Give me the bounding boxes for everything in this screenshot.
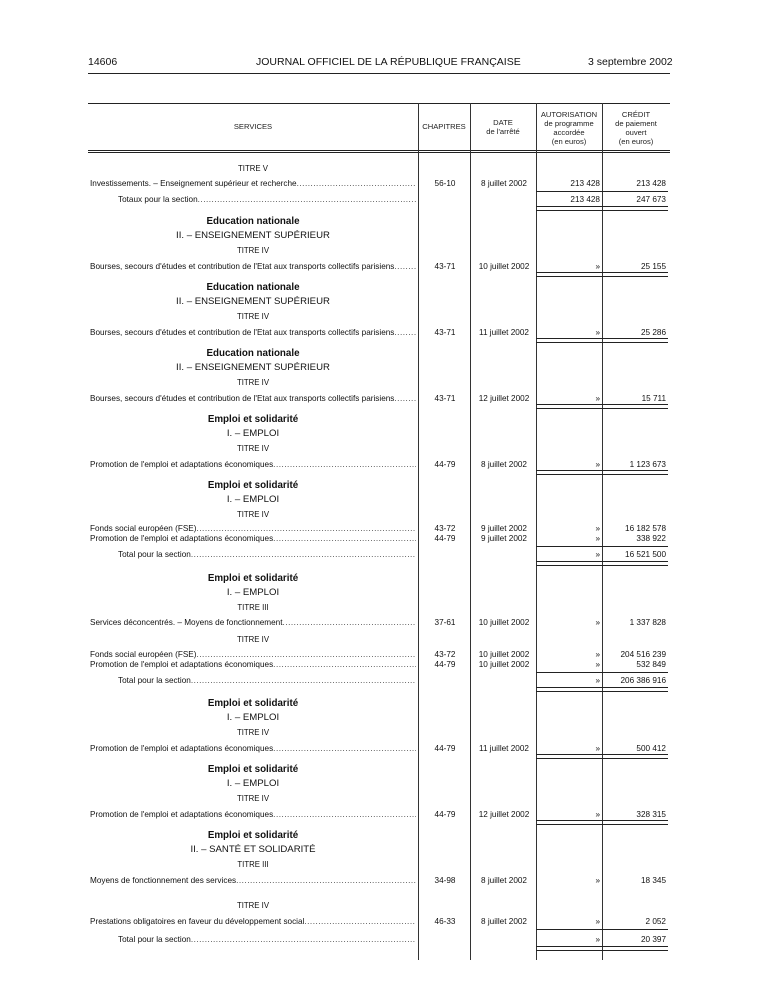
row-date: 8 juillet 2002 bbox=[481, 876, 527, 885]
section-heading: II. – ENSEIGNEMENT SUPÉRIEUR bbox=[176, 230, 330, 241]
ministry-heading: Emploi et solidarité bbox=[207, 414, 299, 425]
row-credit: 338 922 bbox=[636, 534, 666, 543]
section-rule bbox=[536, 272, 668, 277]
row-date: 9 juillet 2002 bbox=[481, 524, 527, 533]
ministry-heading: Emploi et solidarité bbox=[207, 830, 299, 841]
section-rule bbox=[536, 338, 668, 343]
row-label: Total pour la section ..... bbox=[118, 549, 416, 560]
titre-heading: TITRE V bbox=[238, 164, 268, 173]
row-chapitre: 44-79 bbox=[434, 810, 456, 819]
total-row bbox=[88, 675, 670, 686]
section-heading: I. – EMPLOI bbox=[226, 494, 280, 505]
row-chapitre: 43-71 bbox=[434, 262, 456, 271]
header-date-line2: de l'arrêté bbox=[486, 127, 520, 136]
subtotal-rule bbox=[536, 929, 668, 930]
ministry-heading: Education nationale bbox=[206, 282, 300, 293]
header-autorisation-line3: accordée bbox=[553, 128, 585, 137]
table-row bbox=[88, 916, 670, 927]
row-chapitre: 37-61 bbox=[434, 618, 456, 627]
titre-heading: TITRE IV bbox=[236, 510, 270, 519]
row-autorisation: » bbox=[595, 917, 600, 926]
table-row bbox=[88, 261, 670, 272]
row-label: Services déconcentrés. – Moyens de fonctionnement ..... bbox=[90, 617, 416, 628]
titre-heading: TITRE IV bbox=[236, 312, 270, 321]
section-rule bbox=[536, 946, 668, 951]
section-heading: I. – EMPLOI bbox=[226, 587, 280, 598]
page-number: 14606 bbox=[88, 56, 118, 68]
row-credit: 25 286 bbox=[640, 328, 666, 337]
row-date: 10 juillet 2002 bbox=[478, 618, 530, 627]
row-credit: 16 182 578 bbox=[625, 524, 666, 533]
table-row bbox=[88, 875, 670, 886]
subtotal-rule bbox=[536, 672, 668, 673]
row-label: Fonds social européen (FSE) ..... bbox=[90, 523, 416, 534]
row-label: Bourses, secours d'études et contribution de l'Etat aux transports collectifs parisiens ..... bbox=[90, 261, 416, 272]
ministry-heading: Education nationale bbox=[206, 348, 300, 359]
total-row bbox=[88, 549, 670, 560]
row-chapitre: 43-71 bbox=[434, 328, 456, 337]
section-rule bbox=[536, 820, 668, 825]
table-row bbox=[88, 617, 670, 628]
section-heading: I. – EMPLOI bbox=[226, 778, 280, 789]
titre-heading: TITRE IV bbox=[236, 728, 270, 737]
titre-heading: TITRE IV bbox=[236, 246, 270, 255]
titre-heading: TITRE IV bbox=[236, 901, 270, 910]
titre-heading: TITRE IV bbox=[236, 635, 270, 644]
section-heading: I. – EMPLOI bbox=[226, 712, 280, 723]
titre-heading: TITRE III bbox=[237, 860, 269, 869]
row-autorisation: 213 428 bbox=[570, 179, 600, 188]
section-rule bbox=[536, 561, 668, 566]
header-credit-line1: CRÉDIT bbox=[621, 110, 651, 119]
ministry-heading: Emploi et solidarité bbox=[207, 573, 299, 584]
row-credit: 247 673 bbox=[636, 195, 666, 204]
header-date-line1: DATE bbox=[493, 118, 513, 127]
row-credit: 16 521 500 bbox=[625, 550, 666, 559]
header-credit-line2: de paiement bbox=[615, 119, 657, 128]
row-label: Investissements. – Enseignement supérieur et recherche ..... bbox=[90, 178, 416, 189]
row-credit: 213 428 bbox=[636, 179, 666, 188]
subtotal-rule bbox=[536, 546, 668, 547]
table-row bbox=[88, 178, 670, 189]
row-autorisation: » bbox=[595, 744, 600, 753]
total-row bbox=[88, 934, 670, 945]
row-chapitre: 44-79 bbox=[434, 660, 456, 669]
row-label: Promotion de l'emploi et adaptations économiques ..... bbox=[90, 659, 416, 670]
table-row bbox=[88, 327, 670, 338]
section-rule bbox=[536, 687, 668, 692]
titre-heading: TITRE IV bbox=[236, 794, 270, 803]
header-autorisation-line4: (en euros) bbox=[551, 137, 587, 146]
row-chapitre: 43-72 bbox=[434, 650, 456, 659]
journal-title: JOURNAL OFFICIEL DE LA RÉPUBLIQUE FRANÇAISE bbox=[256, 56, 521, 68]
issue-date: 3 septembre 2002 bbox=[588, 56, 673, 68]
row-autorisation: » bbox=[595, 876, 600, 885]
row-date: 10 juillet 2002 bbox=[478, 660, 530, 669]
header-credit bbox=[602, 110, 670, 146]
section-heading: II. – ENSEIGNEMENT SUPÉRIEUR bbox=[176, 362, 330, 373]
ministry-heading: Emploi et solidarité bbox=[207, 764, 299, 775]
row-date: 10 juillet 2002 bbox=[478, 650, 530, 659]
row-autorisation: » bbox=[595, 524, 600, 533]
header-date bbox=[470, 118, 536, 136]
row-label: Prestations obligatoires en faveur du développement social ..... bbox=[90, 916, 416, 927]
row-credit: 18 345 bbox=[640, 876, 666, 885]
titre-heading: TITRE IV bbox=[236, 444, 270, 453]
row-label: Promotion de l'emploi et adaptations économiques ..... bbox=[90, 459, 416, 470]
row-autorisation: » bbox=[595, 460, 600, 469]
row-autorisation: 213 428 bbox=[570, 195, 600, 204]
row-autorisation: » bbox=[595, 660, 600, 669]
ministry-heading: Emploi et solidarité bbox=[207, 698, 299, 709]
row-chapitre: 44-79 bbox=[434, 744, 456, 753]
row-label: Fonds social européen (FSE) ..... bbox=[90, 649, 416, 660]
table-row bbox=[88, 533, 670, 544]
section-heading: I. – EMPLOI bbox=[226, 428, 280, 439]
row-autorisation: » bbox=[595, 676, 600, 685]
section-rule bbox=[536, 470, 668, 475]
titre-heading: TITRE III bbox=[237, 603, 269, 612]
row-credit: 328 315 bbox=[636, 810, 666, 819]
table-top-rule bbox=[88, 103, 670, 104]
row-chapitre: 46-33 bbox=[434, 917, 456, 926]
row-credit: 1 123 673 bbox=[629, 460, 666, 469]
header-credit-line4: (en euros) bbox=[618, 137, 654, 146]
section-rule bbox=[536, 754, 668, 759]
table-row bbox=[88, 393, 670, 404]
row-label: Totaux pour la section ..... bbox=[118, 194, 416, 205]
table-row bbox=[88, 659, 670, 670]
table-row bbox=[88, 459, 670, 470]
header-autorisation bbox=[536, 110, 602, 146]
row-credit: 532 849 bbox=[636, 660, 666, 669]
row-label: Promotion de l'emploi et adaptations économiques ..... bbox=[90, 809, 416, 820]
section-heading: II. – SANTÉ ET SOLIDARITÉ bbox=[190, 844, 316, 855]
row-autorisation: » bbox=[595, 550, 600, 559]
row-credit: 20 397 bbox=[640, 935, 666, 944]
section-heading: II. – ENSEIGNEMENT SUPÉRIEUR bbox=[176, 296, 330, 307]
row-credit: 204 516 239 bbox=[620, 650, 666, 659]
header-chapitres: CHAPITRES bbox=[422, 122, 466, 131]
row-label: Bourses, secours d'études et contribution de l'Etat aux transports collectifs parisiens ..... bbox=[90, 327, 416, 338]
row-credit: 1 337 828 bbox=[629, 618, 666, 627]
row-date: 10 juillet 2002 bbox=[478, 262, 530, 271]
row-date: 8 juillet 2002 bbox=[481, 179, 527, 188]
header-services: SERVICES bbox=[233, 122, 273, 131]
section-rule bbox=[536, 206, 668, 211]
table-row bbox=[88, 743, 670, 754]
row-date: 11 juillet 2002 bbox=[479, 328, 529, 337]
row-chapitre: 44-79 bbox=[434, 460, 456, 469]
table-header-rule bbox=[88, 150, 670, 151]
row-label: Total pour la section ..... bbox=[118, 934, 416, 945]
row-date: 8 juillet 2002 bbox=[481, 460, 527, 469]
row-autorisation: » bbox=[595, 810, 600, 819]
row-chapitre: 43-71 bbox=[434, 394, 456, 403]
row-chapitre: 56-10 bbox=[434, 179, 456, 188]
row-date: 11 juillet 2002 bbox=[479, 744, 529, 753]
table-row bbox=[88, 809, 670, 820]
row-autorisation: » bbox=[595, 534, 600, 543]
row-credit: 15 711 bbox=[641, 394, 666, 403]
header-autorisation-line1: AUTORISATION bbox=[540, 110, 598, 119]
row-date: 9 juillet 2002 bbox=[481, 534, 527, 543]
header-rule bbox=[88, 73, 670, 74]
row-credit: 25 155 bbox=[640, 262, 666, 271]
row-chapitre: 34-98 bbox=[434, 876, 456, 885]
credits-table bbox=[88, 103, 670, 960]
table-header-rule-double bbox=[88, 152, 670, 153]
ministry-heading: Emploi et solidarité bbox=[207, 480, 299, 491]
row-autorisation: » bbox=[595, 394, 600, 403]
row-date: 12 juillet 2002 bbox=[478, 810, 530, 819]
row-credit: 206 386 916 bbox=[620, 676, 666, 685]
row-label: Total pour la section ..... bbox=[118, 675, 416, 686]
row-autorisation: » bbox=[595, 935, 600, 944]
row-date: 12 juillet 2002 bbox=[478, 394, 530, 403]
row-credit: 500 412 bbox=[636, 744, 666, 753]
row-label: Promotion de l'emploi et adaptations économiques ..... bbox=[90, 743, 416, 754]
row-chapitre: 44-79 bbox=[434, 534, 456, 543]
row-chapitre: 43-72 bbox=[434, 524, 456, 533]
ministry-heading: Education nationale bbox=[206, 216, 300, 227]
row-label: Bourses, secours d'études et contribution de l'Etat aux transports collectifs parisiens ..... bbox=[90, 393, 416, 404]
row-label: Moyens de fonctionnement des services ..... bbox=[90, 875, 416, 886]
header-credit-line3: ouvert bbox=[625, 128, 647, 137]
subtotal-rule bbox=[536, 191, 668, 192]
row-label: Promotion de l'emploi et adaptations économiques ..... bbox=[90, 533, 416, 544]
section-rule bbox=[536, 404, 668, 409]
total-row bbox=[88, 194, 670, 205]
row-autorisation: » bbox=[595, 650, 600, 659]
row-autorisation: » bbox=[595, 262, 600, 271]
titre-heading: TITRE IV bbox=[236, 378, 270, 387]
row-autorisation: » bbox=[595, 618, 600, 627]
row-autorisation: » bbox=[595, 328, 600, 337]
row-date: 8 juillet 2002 bbox=[481, 917, 527, 926]
header-autorisation-line2: de programme bbox=[544, 119, 594, 128]
row-credit: 2 052 bbox=[645, 917, 666, 926]
